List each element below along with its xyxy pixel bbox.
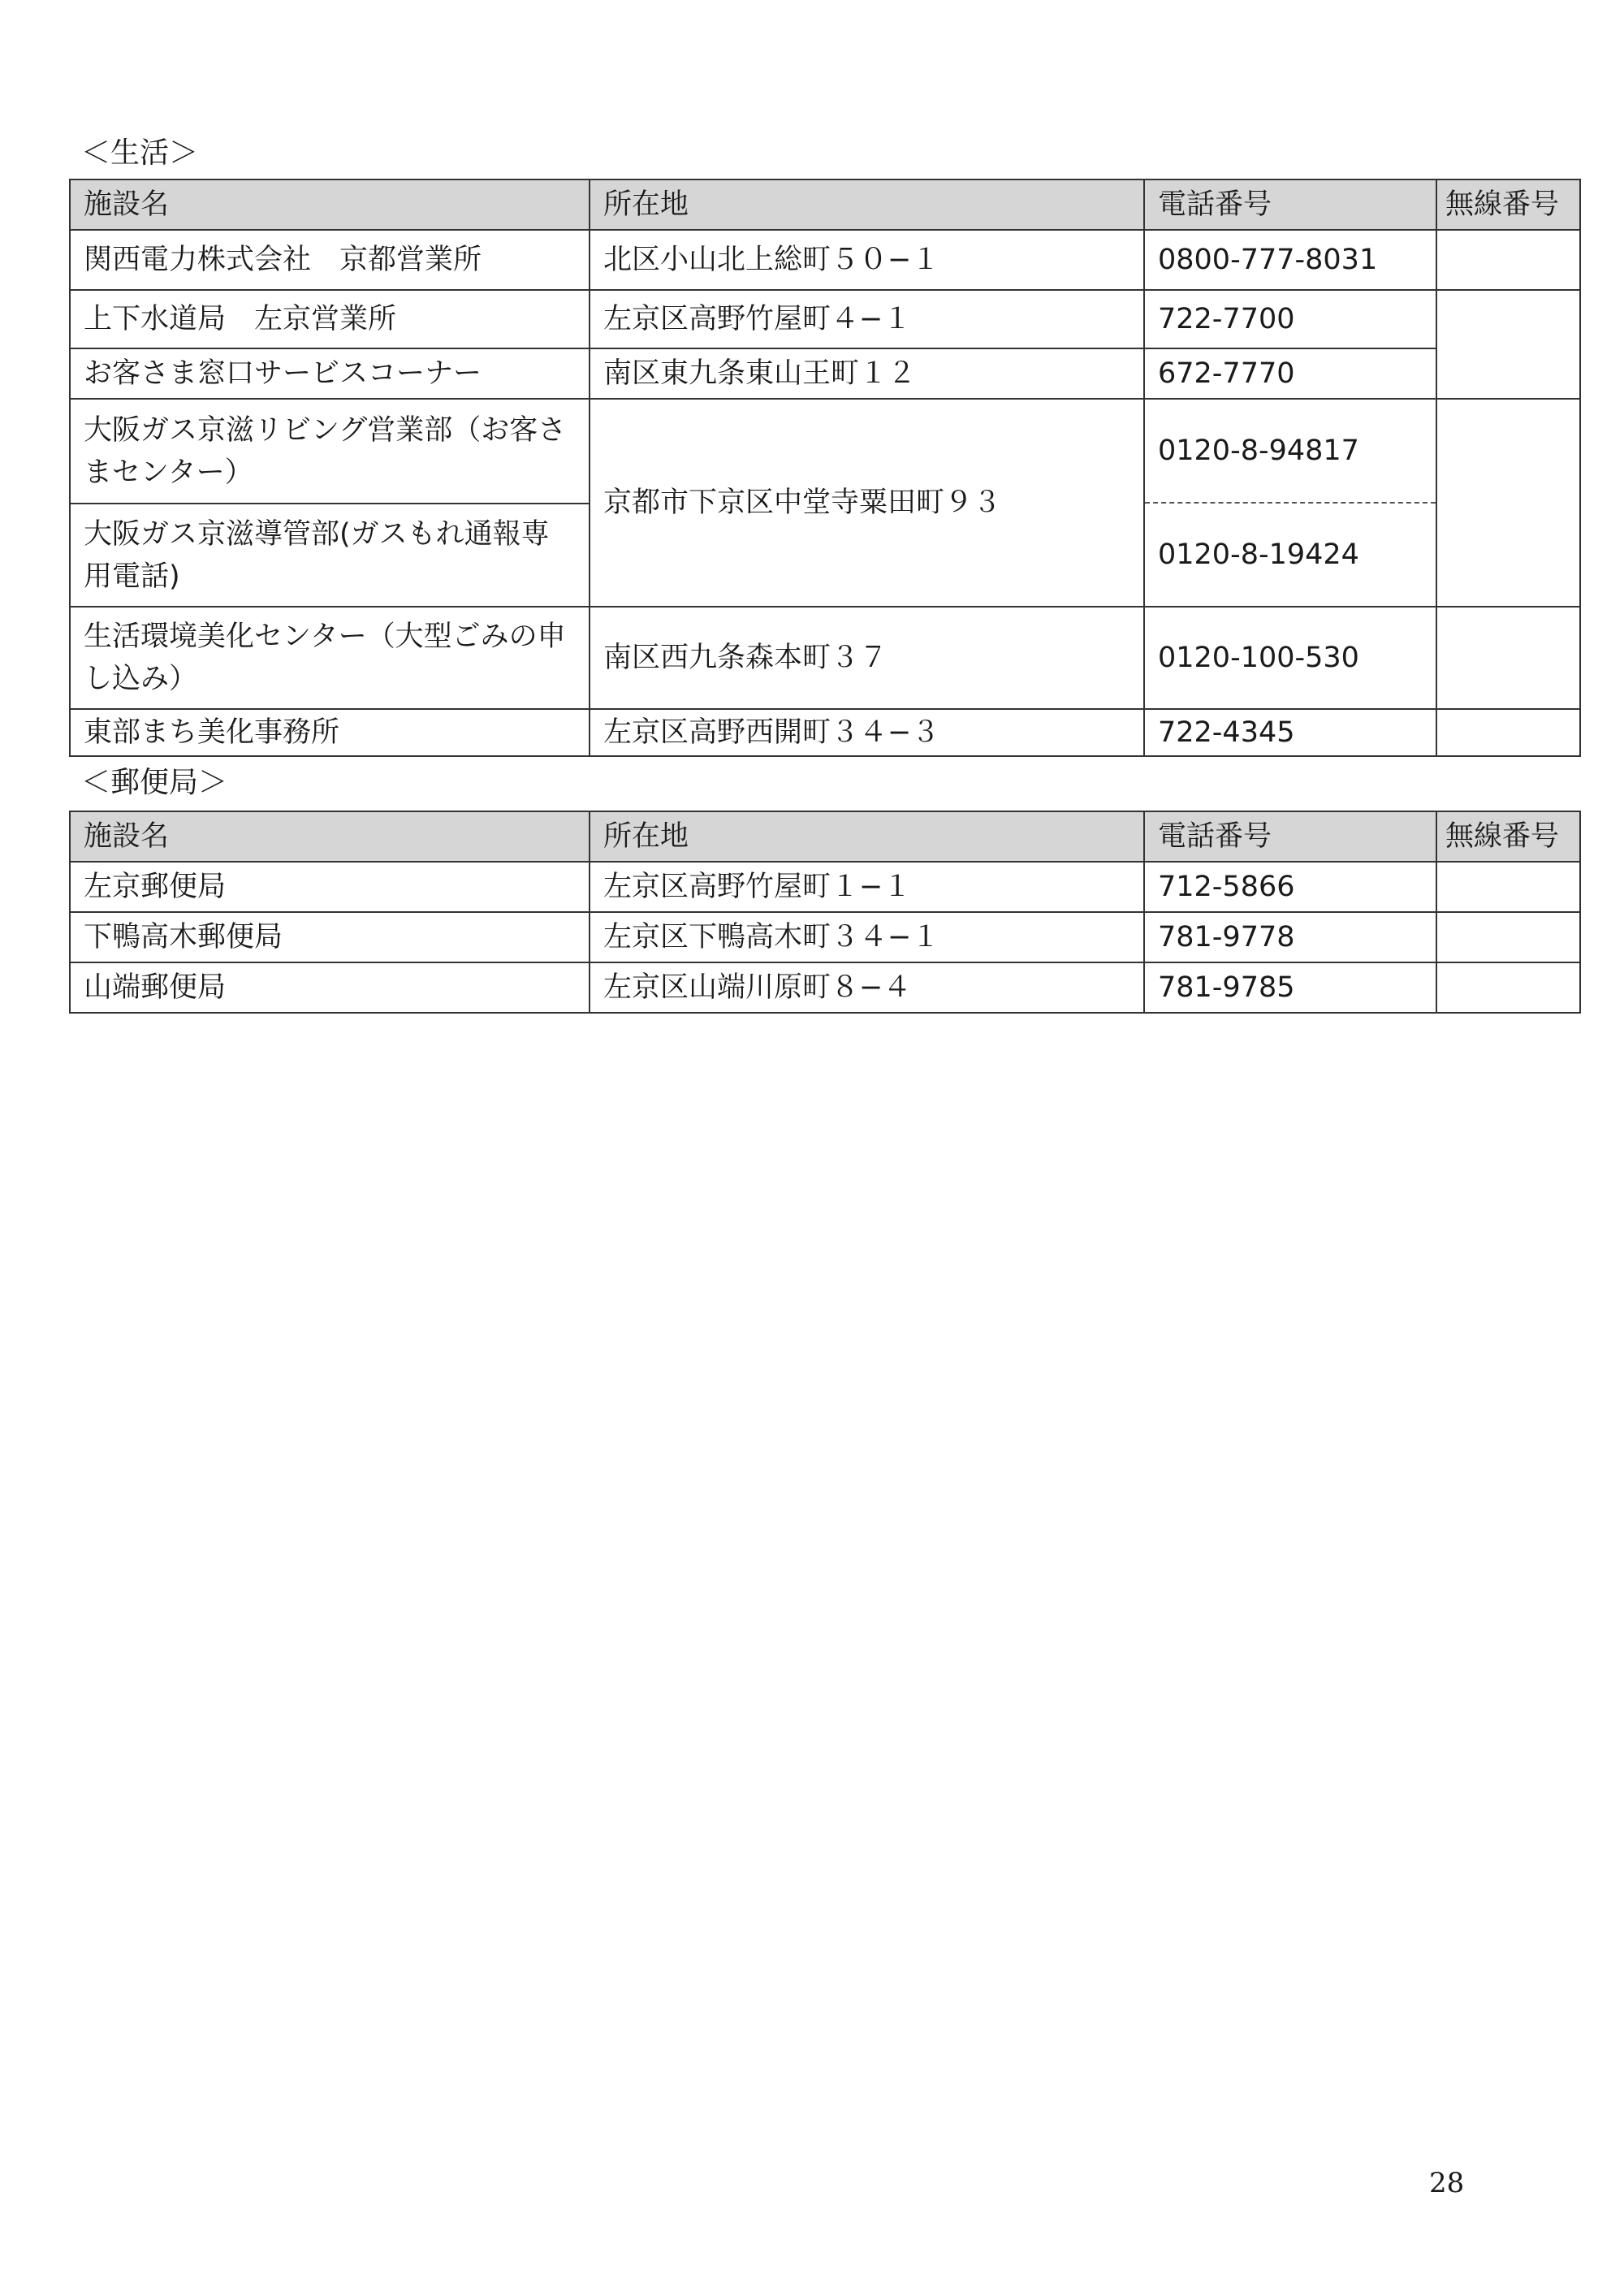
facility-address: 左京区下鴨高木町３４−１ [590,912,1144,962]
facility-name: 上下水道局 左京営業所 [70,290,590,348]
facility-address: 左京区高野竹屋町４−１ [590,290,1144,348]
table-header-row [70,811,1580,862]
table-row [70,290,1580,348]
table-row [70,230,1580,290]
facility-name: 生活環境美化センター（大型ごみの申し込み） [70,607,590,709]
radio-number-cell [1436,230,1580,290]
table-row [70,399,1580,504]
header-address: 所在地 [590,179,1144,230]
facility-phone: 781-9785 [1144,962,1436,1013]
facility-phone: 672-7770 [1144,348,1436,399]
facility-phone: 712-5866 [1144,862,1436,912]
facility-phone: 0120-8-19424 [1158,538,1359,571]
facility-name: 大阪ガス京滋リビング営業部（お客さまセンター） [70,399,590,504]
table-row [70,607,1580,709]
facility-name: 関西電力株式会社 京都営業所 [70,230,590,290]
header-phone: 電話番号 [1144,179,1436,230]
table-row [70,709,1580,756]
facility-phone: 781-9778 [1144,912,1436,962]
table-row [70,862,1580,912]
living-section-heading: ＜生活＞ [81,136,199,170]
facility-address: 京都市下京区中堂寺粟田町９３ [590,399,1144,607]
facility-name: 大阪ガス京滋導管部(ガスもれ通報専用電話) [70,504,590,607]
radio-number-cell [1436,962,1580,1013]
facility-name: 左京郵便局 [70,862,590,912]
radio-number-cell [1436,607,1580,709]
facility-name: 山端郵便局 [70,962,590,1013]
facility-address: 左京区高野西開町３４−３ [590,709,1144,756]
header-phone: 電話番号 [1144,811,1436,862]
facility-address: 南区西九条森本町３７ [590,607,1144,709]
radio-number-cell [1436,912,1580,962]
facility-address: 南区東九条東山王町１２ [590,348,1144,399]
facility-phone: 722-7700 [1144,290,1436,348]
header-radio-number: 無線番号 [1436,811,1580,862]
facility-name: 下鴨高木郵便局 [70,912,590,962]
header-address: 所在地 [590,811,1144,862]
radio-number-cell [1436,399,1580,607]
header-radio-number: 無線番号 [1436,179,1580,230]
radio-number-cell [1436,862,1580,912]
facility-name: お客さま窓口サービスコーナー [70,348,590,399]
header-facility-name: 施設名 [70,179,590,230]
radio-number-cell [1436,709,1580,756]
table-row [70,348,1580,399]
facility-phone: 0120-100-530 [1144,607,1436,709]
living-facilities-table [69,179,1581,757]
table-row [70,962,1580,1013]
header-facility-name: 施設名 [70,811,590,862]
facility-phone: 0800-777-8031 [1144,230,1436,290]
facility-phone: 0120-8-94817 [1145,400,1436,504]
post-section-heading: ＜郵便局＞ [81,766,228,799]
facility-phone: 722-4345 [1144,709,1436,756]
post-office-table [69,811,1581,1014]
table-header-row [70,179,1580,230]
facility-name: 東部まち美化事務所 [70,709,590,756]
facility-address: 左京区高野竹屋町１−１ [590,862,1144,912]
table-row [70,912,1580,962]
facility-phone-pair [1144,399,1436,607]
facility-address: 左京区山端川原町８−４ [590,962,1144,1013]
facility-address: 北区小山北上総町５０−１ [590,230,1144,290]
radio-number-cell [1436,290,1580,399]
page-number: 28 [1429,2167,1465,2199]
